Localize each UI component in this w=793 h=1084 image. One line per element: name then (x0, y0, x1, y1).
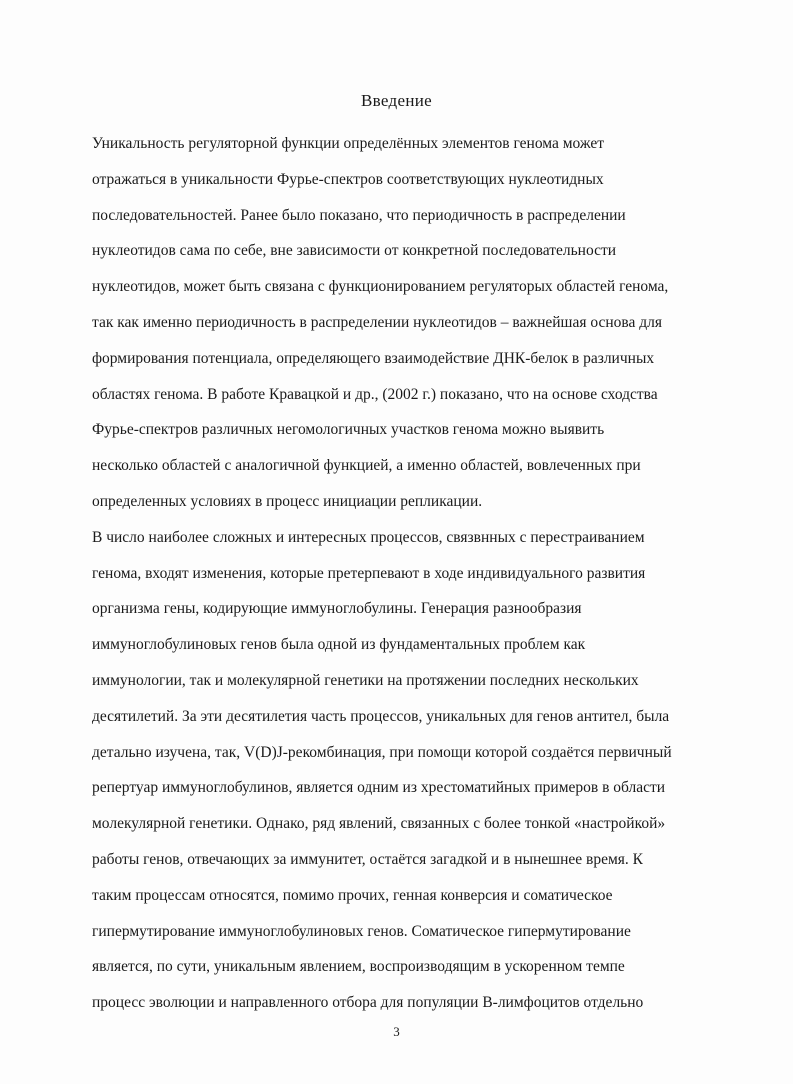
text-line: гипермутирование иммуноглобулиновых генов. Соматическое гипермутирование (92, 922, 631, 940)
text-line: организма гены, кодирующие иммуноглобулины. Генерация разнообразия (92, 600, 582, 618)
text-line: отражаться в уникальности Фурье-спектров соответствующих нуклеотидных (92, 170, 604, 188)
text-line: детально изучена, так, V(D)J-рекомбинация, при помощи которой создаётся первичный (92, 743, 672, 761)
text-line: областях генома. В работе Кравацкой и др., (2002 г.) показано, что на основе сходства (92, 385, 658, 403)
text-line: так как именно периодичность в распределении нуклеотидов – важнейшая основа для (92, 313, 663, 331)
text-line: В число наиболее сложных и интересных процессов, связвнных с перестраиванием (92, 528, 645, 546)
text-line: несколько областей с аналогичной функцией, а именно областей, вовлеченных при (92, 457, 641, 475)
page-title: Введение (361, 91, 432, 110)
text-line: десятилетий. За эти десятилетия часть процессов, уникальных для генов антител, была (92, 707, 670, 725)
text-line: формирования потенциала, определяющего взаимодействие ДНК-белок в различных (92, 349, 655, 367)
text-line: процесс эволюции и направленного отбора для популяции В-лимфоцитов отдельно (92, 994, 644, 1012)
text-line: нуклеотидов, может быть связана с функционированием регуляторых областей генома, (92, 278, 669, 296)
text-line: определенных условиях в процесс инициации репликации. (92, 492, 483, 510)
body-text (92, 126, 732, 1021)
text-line: молекулярной генетики. Однако, ряд явлений, связанных с более тонкой «настройкой» (92, 815, 666, 833)
text-line: генома, входят изменения, которые претерпевают в ходе индивидуального развития (92, 564, 646, 582)
text-line: иммунологии, так и молекулярной генетики на протяжении последних нескольких (92, 671, 639, 689)
text-line: является, по сути, уникальным явлением, воспроизводящим в ускоренном темпе (92, 958, 625, 976)
page-number: 3 (393, 1024, 400, 1039)
text-line: иммуноглобулиновых генов была одной из фундаментальных проблем как (92, 636, 586, 654)
text-line: Уникальность регуляторной функции определённых элементов генома может (92, 135, 605, 152)
text-line: таким процессам относятся, помимо прочих, генная конверсия и соматическое (92, 886, 613, 904)
text-line: работы генов, отвечающих за иммунитет, остаётся загадкой и в нынешнее время. К (92, 850, 644, 868)
text-line: репертуар иммуноглобулинов, является одним из хрестоматийных примеров в области (92, 779, 666, 797)
text-line: нуклеотидов сама по себе, вне зависимости от конкретной последовательности (92, 242, 617, 260)
text-line: Фурье-спектров различных негомологичных участков генома можно выявить (92, 421, 605, 439)
text-line: последовательностей. Ранее было показано, что периодичность в распределении (92, 206, 626, 224)
